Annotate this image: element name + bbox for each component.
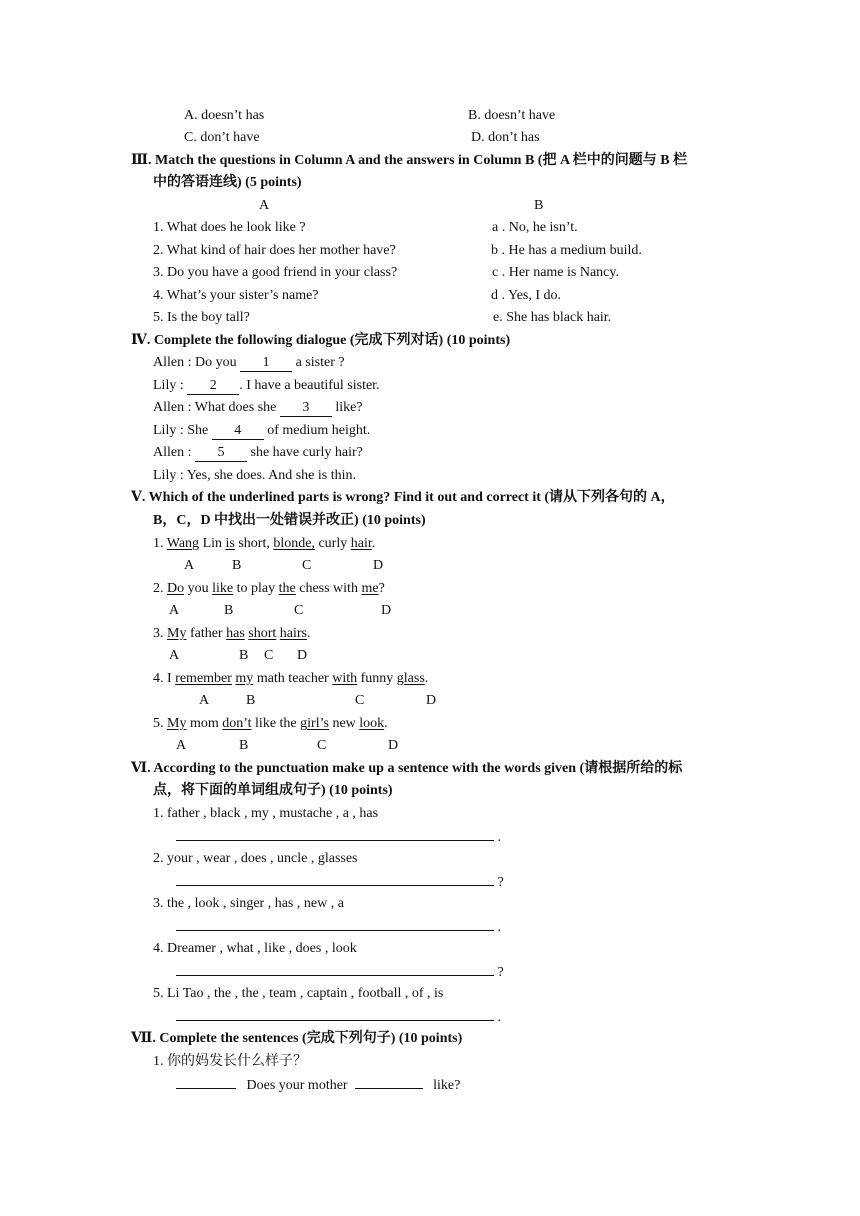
item-number: 5. (153, 716, 164, 731)
choice-letter: D (388, 738, 399, 753)
choice-letter: A (176, 738, 187, 753)
dialogue-line (153, 353, 345, 373)
match-question: 4. What’s your sister’s name? (153, 288, 319, 303)
dialogue-line (153, 443, 363, 463)
dialogue-text: Lily : (153, 378, 184, 393)
word-list: 3. the , look , singer , has , new , a (153, 896, 344, 911)
dialogue-line (153, 376, 380, 396)
dialogue-text: a sister ? (295, 355, 345, 370)
dialogue-text: Lily : She (153, 423, 209, 438)
end-punctuation: . (497, 830, 501, 845)
item-number: 1. (153, 536, 164, 551)
choice-letter: B (232, 558, 242, 573)
sentence-text: to play (236, 581, 276, 596)
option-c: C. don’t have (184, 130, 260, 145)
underlined-part: blonde, (273, 536, 315, 551)
choice-letter: A (184, 558, 195, 573)
underlined-part: my (235, 671, 254, 686)
section-7-title: Ⅶ. Complete the sentences (完成下列句子) (10 points) (131, 1031, 463, 1046)
item-number: 3. (153, 626, 164, 641)
answer-blank[interactable] (176, 916, 494, 931)
word-list: 5. Li Tao , the , the , team , captain , football , of , is (153, 986, 444, 1001)
dialogue-line (153, 398, 363, 418)
error-sentence (153, 624, 311, 644)
end-punctuation: . (497, 920, 501, 935)
answer-blank[interactable] (176, 1074, 236, 1089)
error-sentence (153, 579, 385, 599)
column-a-header: A (259, 198, 270, 213)
choice-letter: C (302, 558, 312, 573)
word-list: 1. father , black , my , mustache , a , has (153, 806, 379, 821)
end-punctuation: . (497, 1010, 501, 1025)
section-5-title: Ⅴ. Which of the underlined parts is wrong? Find it out and correct it (请从下列各句的 A， (131, 490, 675, 505)
dialogue-text: Allen : Do you (153, 355, 237, 370)
match-answer: a . No, he isn’t. (492, 220, 578, 235)
choice-letter: C (317, 738, 327, 753)
choice-letter: B (239, 738, 249, 753)
end-punctuation: ? (497, 875, 504, 890)
choice-letter: A (169, 603, 180, 618)
section-3-title: Ⅲ. Match the questions in Column A and the answers in Column B (把 A 栏中的问题与 B 栏 (131, 153, 688, 168)
error-sentence (153, 534, 375, 554)
answer-blank[interactable] (176, 961, 494, 976)
dialogue-blank[interactable]: 3 (280, 400, 332, 417)
sentence-text: . (307, 626, 311, 641)
underlined-part: short (248, 626, 277, 641)
sentence-text: ? (378, 581, 385, 596)
dialogue-line: Lily : Yes, she does. And she is thin. (153, 468, 357, 483)
end-punctuation: ? (497, 965, 504, 980)
underlined-part: the (278, 581, 296, 596)
error-sentence (153, 669, 428, 689)
underlined-part: has (226, 626, 245, 641)
choice-letter: B (246, 693, 256, 708)
underlined-part: Wang (166, 536, 200, 551)
dialogue-line (153, 421, 370, 441)
sentence-text: like? (433, 1078, 461, 1093)
error-sentence (153, 714, 388, 734)
option-a: A. doesn’t has (184, 108, 265, 123)
sentence-text: short, (238, 536, 270, 551)
match-answer: d . Yes, I do. (491, 288, 562, 303)
choice-letter: C (355, 693, 365, 708)
answer-line (176, 871, 504, 893)
match-question: 5. Is the boy tall? (153, 310, 250, 325)
section-6-title: Ⅵ. According to the punctuation make up a sentence with the words given (请根据所给的标 (131, 761, 683, 776)
choice-letter: C (264, 648, 274, 663)
dialogue-text: Allen : (153, 445, 192, 460)
choice-letter: B (224, 603, 234, 618)
sentence-text: math teacher (256, 671, 329, 686)
word-list: 2. your , wear , does , uncle , glasses (153, 851, 358, 866)
sentence-text: you (187, 581, 209, 596)
section-4-title: Ⅳ. Complete the following dialogue (完成下列对话) (10 points) (131, 333, 511, 348)
underlined-part: hairs (279, 626, 307, 641)
choice-letter: A (169, 648, 180, 663)
underlined-part: don’t (222, 716, 252, 731)
match-question: 2. What kind of hair does her mother have? (153, 243, 396, 258)
answer-line (176, 961, 504, 983)
section-6-title-cont: 点，将下面的单词组成句子) (10 points) (153, 783, 393, 798)
item-number: 4. I (153, 671, 172, 686)
dialogue-text: of medium height. (267, 423, 371, 438)
underlined-part: is (225, 536, 235, 551)
sentence-text: Lin (202, 536, 223, 551)
choice-letter: C (294, 603, 304, 618)
dialogue-text: Allen : What does she (153, 400, 277, 415)
choice-letter: D (381, 603, 392, 618)
underlined-part: hair (350, 536, 372, 551)
sentence-text: chess with (299, 581, 358, 596)
section-5-title-cont: B，C，D 中找出一处错误并改正) (10 points) (153, 513, 426, 528)
dialogue-blank[interactable]: 1 (240, 355, 292, 372)
word-list: 4. Dreamer , what , like , does , look (153, 941, 357, 956)
choice-letter: D (373, 558, 384, 573)
dialogue-text: like? (335, 400, 363, 415)
match-question: 1. What does he look like ? (153, 220, 306, 235)
sentence-text: curly (318, 536, 348, 551)
sentence-text: . (371, 536, 376, 551)
dialogue-text: . I have a beautiful sister. (239, 378, 380, 393)
choice-letter: D (426, 693, 437, 708)
sentence-text: like the (255, 716, 297, 731)
sentence-text: . (384, 716, 388, 731)
answer-line (176, 916, 501, 938)
dialogue-text: she have curly hair? (250, 445, 363, 460)
column-b-header: B (534, 198, 544, 213)
translate-prompt: 1. 你的妈发长什么样子？ (153, 1054, 307, 1069)
dialogue-blank[interactable]: 2 (187, 378, 239, 395)
underlined-part: with (332, 671, 358, 686)
answer-blank[interactable] (176, 871, 494, 886)
sentence-text: mom (189, 716, 219, 731)
sentence-text: funny (360, 671, 394, 686)
underlined-part: My (167, 626, 187, 641)
sentence-text: . (424, 671, 429, 686)
underlined-part: me (361, 581, 379, 596)
dialogue-blank[interactable]: 4 (212, 423, 264, 440)
underlined-part: look (359, 716, 385, 731)
underlined-part: like (212, 581, 234, 596)
match-answer: b . He has a medium build. (491, 243, 642, 258)
underlined-part: My (167, 716, 187, 731)
choice-letter: D (297, 648, 308, 663)
match-answer: c . Her name is Nancy. (492, 265, 619, 280)
sentence-text: new (332, 716, 356, 731)
answer-line (176, 1074, 460, 1096)
sentence-text: Does your mother (246, 1078, 348, 1093)
sentence-text: father (189, 626, 223, 641)
underlined-part: Do (167, 581, 185, 596)
option-d: D. don’t has (471, 130, 540, 145)
answer-blank[interactable] (176, 826, 494, 841)
underlined-part: remember (175, 671, 232, 686)
answer-blank[interactable] (355, 1074, 423, 1089)
underlined-part: glass (396, 671, 425, 686)
choice-letter: B (239, 648, 249, 663)
option-b: B. doesn’t have (468, 108, 556, 123)
match-question: 3. Do you have a good friend in your class? (153, 265, 398, 280)
underlined-part: girl’s (300, 716, 329, 731)
answer-line (176, 1006, 501, 1028)
answer-blank[interactable] (176, 1006, 494, 1021)
choice-letter: A (199, 693, 210, 708)
section-3-title-cont: 中的答语连线) (5 points) (153, 175, 302, 190)
dialogue-blank[interactable]: 5 (195, 445, 247, 462)
answer-line (176, 826, 501, 848)
item-number: 2. (153, 581, 164, 596)
match-answer: e. She has black hair. (493, 310, 612, 325)
